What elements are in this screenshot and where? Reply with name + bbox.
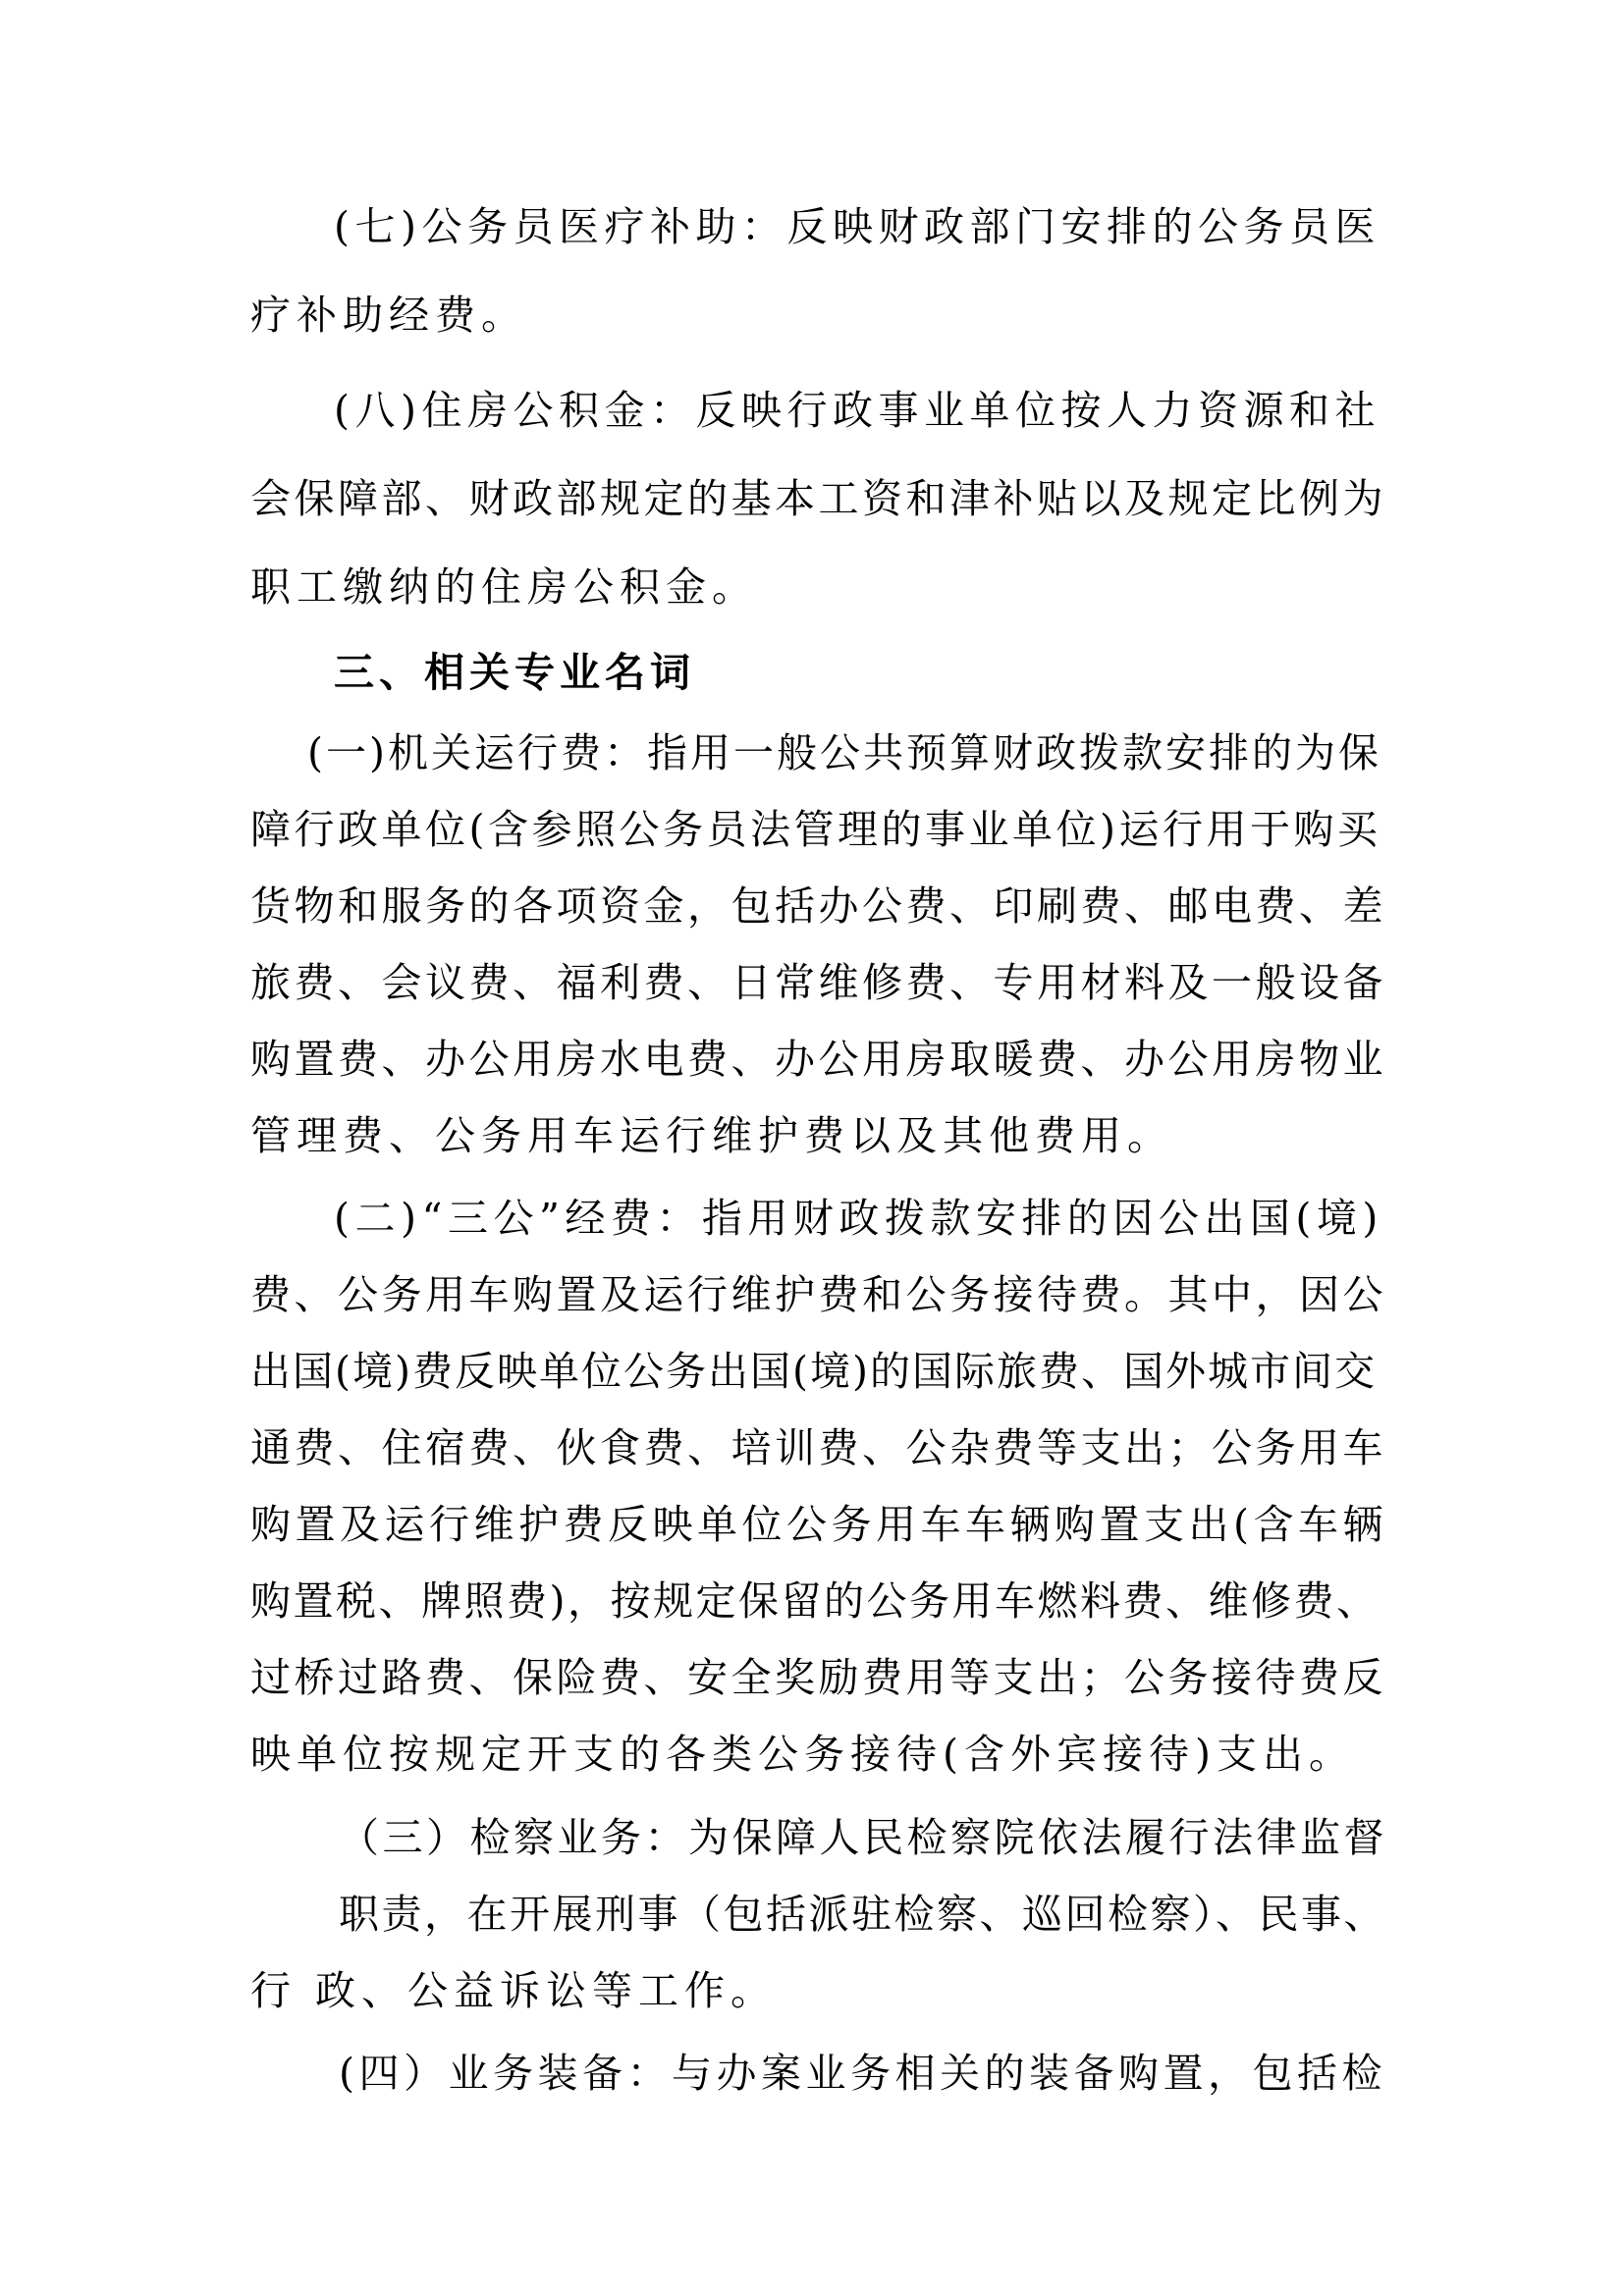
text-line: 职责，在开展刑事（包括派驻检察、巡回检察）、民事、	[339, 1891, 1386, 1938]
text-line: 过桥过路费、保险费、安全奖励费用等支出；公务接待费反	[250, 1654, 1386, 1701]
text-line: 行 政、公益诉讼等工作。	[250, 1967, 778, 2014]
text-line: （三）检察业务：为保障人民检察院依法履行法律监督	[339, 1814, 1387, 1861]
section-heading: 三、相关专业名词	[334, 649, 695, 696]
text-line: (四）业务装备：与办案业务相关的装备购置，包括检	[339, 2050, 1386, 2097]
text-line: 费、公务用车购置及运行维护费和公务接待费。其中，因公	[250, 1271, 1386, 1318]
text-line: 障行政单位(含参照公务员法管理的事业单位)运行用于购买	[250, 806, 1381, 853]
text-line: 旅费、会议费、福利费、日常维修费、专用材料及一般设备	[250, 959, 1386, 1006]
text-line: 购置及运行维护费反映单位公务用车车辆购置支出(含车辆	[250, 1501, 1387, 1548]
text-line: 映单位按规定开支的各类公务接待(含外宾接待)支出。	[250, 1731, 1355, 1778]
text-line: 管理费、公务用车运行维护费以及其他费用。	[250, 1112, 1173, 1159]
text-line: 职工缴纳的住房公积金。	[250, 563, 758, 611]
text-line: (一)机关运行费：指用一般公共预算财政拨款安排的为保	[307, 729, 1381, 776]
text-line: (二)“三公”经费：指用财政拨款安排的因公出国(境)	[334, 1195, 1383, 1242]
text-line: 购置税、牌照费)，按规定保留的公务用车燃料费、维修费、	[250, 1577, 1380, 1625]
text-line: (八)住房公积金：反映行政事业单位按人力资源和社	[334, 387, 1380, 434]
text-line: 会保障部、财政部规定的基本工资和津补贴以及规定比例为	[250, 475, 1386, 522]
text-line: 疗补助经费。	[250, 292, 527, 339]
text-line: 出国(境)费反映单位公务出国(境)的国际旅费、国外城市间交	[250, 1348, 1377, 1395]
text-line: 购置费、办公用房水电费、办公用房取暖费、办公用房物业	[250, 1036, 1386, 1083]
text-line: 通费、住宿费、伙食费、培训费、公杂费等支出；公务用车	[250, 1424, 1386, 1471]
text-line: 货物和服务的各项资金，包括办公费、印刷费、邮电费、差	[250, 882, 1386, 930]
text-line: (七)公务员医疗补助：反映财政部门安排的公务员医	[334, 203, 1380, 250]
